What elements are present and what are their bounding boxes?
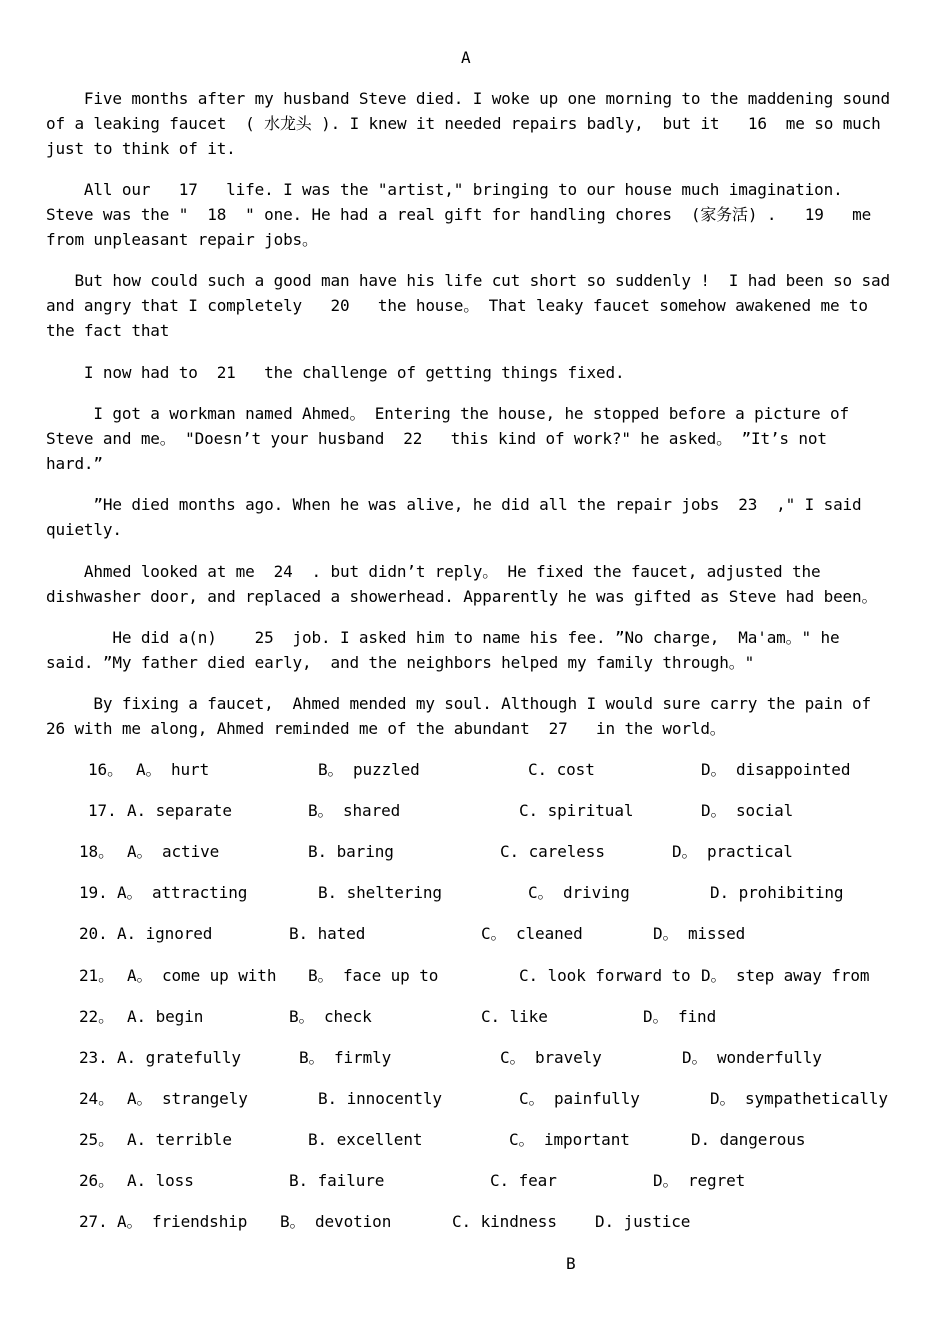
question-option: A。 attracting	[117, 883, 248, 902]
passage-line: I now had to 21 the challenge of getting things fixed.	[46, 363, 625, 382]
question-number: 22。	[79, 1007, 114, 1026]
passage-line: But how could such a good man have his life cut short so suddenly ! I had been so sad	[46, 271, 890, 290]
question-number: 18。	[79, 842, 114, 861]
passage-line: just to think of it.	[46, 139, 236, 158]
passage-line: Steve and me。 "Doesn’t your husband 22 this kind of work?" he asked。 ”It’s not	[46, 429, 827, 448]
question-option: A. loss	[127, 1171, 194, 1190]
passage-line: By fixing a faucet, Ahmed mended my soul. Although I would sure carry the pain of	[46, 694, 872, 713]
question-option: A. terrible	[127, 1130, 232, 1149]
passage-line: said. ”My father died early, and the neighbors helped my family through。"	[46, 653, 755, 672]
question-option: C. spiritual	[519, 801, 634, 820]
passage-line: Ahmed looked at me 24 . but didn’t reply。 He fixed the faucet, adjusted the	[46, 562, 821, 581]
passage-line: Steve was the " 18 " one. He had a real gift for handling chores (家务活) . 19 me	[46, 205, 872, 224]
question-option: D。 practical	[672, 842, 793, 861]
passage-line: 26 with me along, Ahmed reminded me of the abundant 27 in the world。	[46, 719, 726, 738]
question-option: B. hated	[289, 924, 366, 943]
question-option: B。 shared	[308, 801, 401, 820]
question-option: D. dangerous	[691, 1130, 806, 1149]
question-number: 21。	[79, 966, 114, 985]
question-option: B。 firmly	[299, 1048, 392, 1067]
question-option: D。 wonderfully	[682, 1048, 822, 1067]
passage-line: He did a(n) 25 job. I asked him to name his fee. ”No charge, Ma'am。" he	[46, 628, 840, 647]
question-option: C. look forward to	[519, 966, 691, 985]
section-a-heading: A	[461, 48, 471, 67]
question-number: 20.	[79, 924, 108, 943]
question-option: B。 face up to	[308, 966, 439, 985]
question-option: D。 find	[643, 1007, 717, 1026]
question-option: D。 social	[701, 801, 794, 820]
question-option: B. baring	[308, 842, 394, 861]
question-number: 23.	[79, 1048, 108, 1067]
passage-line: quietly.	[46, 520, 122, 539]
question-option: B。 devotion	[280, 1212, 392, 1231]
passage-line: the fact that	[46, 321, 170, 340]
question-option: A。 friendship	[117, 1212, 248, 1231]
passage-line: Five months after my husband Steve died. I woke up one morning to the maddening sound	[46, 89, 890, 108]
passage-line: ”He died months ago. When he was alive, he did all the repair jobs 23 ," I said	[46, 495, 862, 514]
question-number: 16。	[88, 760, 123, 779]
question-option: A。 come up with	[127, 966, 277, 985]
question-option: D。 step away from	[701, 966, 870, 985]
question-option: C. cost	[528, 760, 595, 779]
question-number: 26。	[79, 1171, 114, 1190]
question-option: C. careless	[500, 842, 605, 861]
question-option: C。 painfully	[519, 1089, 640, 1108]
question-option: A。 strangely	[127, 1089, 248, 1108]
question-option: D. justice	[595, 1212, 691, 1231]
question-option: A. gratefully	[117, 1048, 241, 1067]
passage-line: I got a workman named Ahmed。 Entering the house, he stopped before a picture of	[46, 404, 849, 423]
question-option: A。 active	[127, 842, 220, 861]
passage-line: dishwasher door, and replaced a showerhead. Apparently he was gifted as Steve had been。	[46, 587, 878, 606]
question-option: A。 hurt	[136, 760, 210, 779]
question-option: B. excellent	[308, 1130, 423, 1149]
passage-line: from unpleasant repair jobs。	[46, 230, 318, 249]
question-option: C. kindness	[452, 1212, 557, 1231]
question-number: 27.	[79, 1212, 108, 1231]
question-option: C. like	[481, 1007, 548, 1026]
question-option: B. innocently	[318, 1089, 442, 1108]
question-option: A. ignored	[117, 924, 213, 943]
question-option: B。 puzzled	[318, 760, 420, 779]
question-option: C. fear	[490, 1171, 557, 1190]
question-option: D。 missed	[653, 924, 746, 943]
question-option: C。 important	[509, 1130, 630, 1149]
question-option: A. begin	[127, 1007, 204, 1026]
passage-line: and angry that I completely 20 the house。 That leaky faucet somehow awakened me to	[46, 296, 868, 315]
question-option: C。 cleaned	[481, 924, 583, 943]
question-option: A. separate	[127, 801, 232, 820]
passage-line: All our 17 life. I was the "artist," bringing to our house much imagination.	[46, 180, 843, 199]
question-number: 17.	[88, 801, 117, 820]
question-option: B。 check	[289, 1007, 372, 1026]
question-number: 25。	[79, 1130, 114, 1149]
question-option: D。 disappointed	[701, 760, 851, 779]
passage-line: hard.”	[46, 454, 103, 473]
question-option: C。 driving	[528, 883, 630, 902]
passage-line: of a leaking faucet ( 水龙头 ). I knew it needed repairs badly, but it 16 me so much	[46, 114, 881, 133]
question-option: D。 regret	[653, 1171, 746, 1190]
question-option: B. failure	[289, 1171, 385, 1190]
question-option: D。 sympathetically	[710, 1089, 888, 1108]
question-option: C。 bravely	[500, 1048, 602, 1067]
question-option: D. prohibiting	[710, 883, 844, 902]
question-number: 19.	[79, 883, 108, 902]
question-number: 24。	[79, 1089, 114, 1108]
question-option: B. sheltering	[318, 883, 442, 902]
section-b-heading: B	[566, 1254, 576, 1273]
